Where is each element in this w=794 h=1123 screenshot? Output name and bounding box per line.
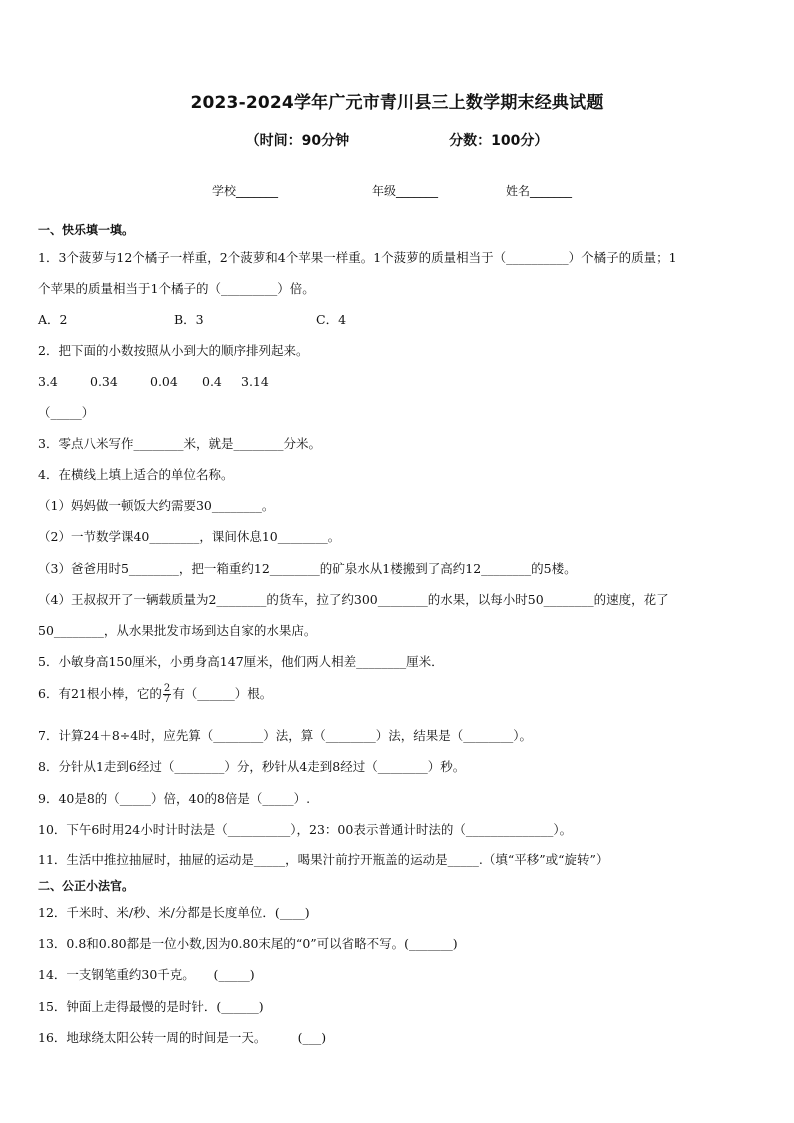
exam-title: 2023-2024学年广元市青川县三上数学期末经典试题 xyxy=(190,93,604,113)
question-2-answer[interactable]: （_____） xyxy=(38,405,95,420)
question-6-prefix: 6．有21根小棒，它的 xyxy=(38,686,162,701)
question-4-part-4-line-1: （4）王叔叔开了一辆载质量为2________的货车，拉了约300________的水果，以每小时50________的速度，花了 xyxy=(38,592,669,607)
question-8: 8．分针从1走到6经过（________）分，秒针从4走到8经过（________）秒。 xyxy=(38,759,466,774)
question-1-line-2: 个苹果的质量相当于1个橘子的（_________）倍。 xyxy=(38,281,315,296)
total-score: 分数：100分） xyxy=(449,133,549,149)
question-4-part-2: （2）一节数学课40________，课间休息10________。 xyxy=(38,529,341,544)
option-c[interactable]: C．4 xyxy=(316,312,347,327)
question-4: 4．在横线上填上适合的单位名称。 xyxy=(38,467,234,482)
decimal-number: 0.4 xyxy=(202,374,222,389)
fraction xyxy=(163,684,171,705)
school-field[interactable]: 学校_______ xyxy=(212,184,279,198)
time-limit: （时间：90分钟 xyxy=(245,133,350,149)
question-10: 10．下午6时用24小时计时法是（__________），23：00表示普通计时法的（______________）。 xyxy=(38,822,573,837)
question-15: 15．钟面上走得最慢的是时针．(______) xyxy=(38,999,264,1014)
question-12: 12．千米时、米/秒、米/分都是长度单位．(____) xyxy=(38,905,310,920)
fraction-numerator: 2 xyxy=(163,683,171,694)
exam-subtitle xyxy=(0,130,794,150)
question-14: 14．一支钢笔重约30千克。 (_____) xyxy=(38,967,255,982)
section-1-heading: 一、快乐填一填。 xyxy=(38,223,135,237)
decimal-number: 3.4 xyxy=(38,374,58,389)
decimal-number: 3.14 xyxy=(241,374,269,389)
question-4-part-3: （3）爸爸用时5________，把一箱重约12________的矿泉水从1楼搬到了高约12________的5楼。 xyxy=(38,561,577,576)
question-13: 13．0.8和0.80都是一位小数,因为0.80末尾的“0”可以省略不写。(_______) xyxy=(38,936,458,951)
option-a[interactable]: A．2 xyxy=(38,312,68,327)
question-5: 5．小敏身高150厘米，小勇身高147厘米，他们两人相差________厘米． xyxy=(38,654,444,669)
question-11: 11．生活中推拉抽屉时，抽屉的运动是_____，喝果汁前拧开瓶盖的运动是_____.（填“平移”或“旋转”） xyxy=(38,852,609,867)
fraction-denominator: 7 xyxy=(163,694,171,705)
question-2: 2．把下面的小数按照从小到大的顺序排列起来。 xyxy=(38,343,309,358)
question-16: 16．地球绕太阳公转一周的时间是一天。 (___) xyxy=(38,1030,327,1045)
question-1-line-1: 1．3个菠萝与12个橘子一样重，2个菠萝和4个苹果一样重。1个菠萝的质量相当于（__________）个橘子的质量；1 xyxy=(38,250,677,265)
section-2-heading: 二、公正小法官。 xyxy=(38,879,135,893)
question-6-suffix: 有（______）根。 xyxy=(172,686,273,701)
question-3: 3．零点八米写作________米，就是________分米。 xyxy=(38,436,321,451)
question-9: 9．40是8的（_____）倍，40的8倍是（_____）. xyxy=(38,791,311,806)
question-4-part-1: （1）妈妈做一顿饭大约需要30________。 xyxy=(38,498,275,513)
option-b[interactable]: B．3 xyxy=(174,312,204,327)
question-6 xyxy=(38,684,272,705)
name-field[interactable]: 姓名_______ xyxy=(506,184,573,198)
grade-field[interactable]: 年级_______ xyxy=(372,184,439,198)
decimal-number: 0.34 xyxy=(90,374,118,389)
question-7: 7．计算24＋8÷4时，应先算（________）法，算（________）法，结果是（________）。 xyxy=(38,728,532,743)
decimal-number: 0.04 xyxy=(150,374,178,389)
question-4-part-4-line-2: 50________，从水果批发市场到达自家的水果店。 xyxy=(38,623,317,638)
